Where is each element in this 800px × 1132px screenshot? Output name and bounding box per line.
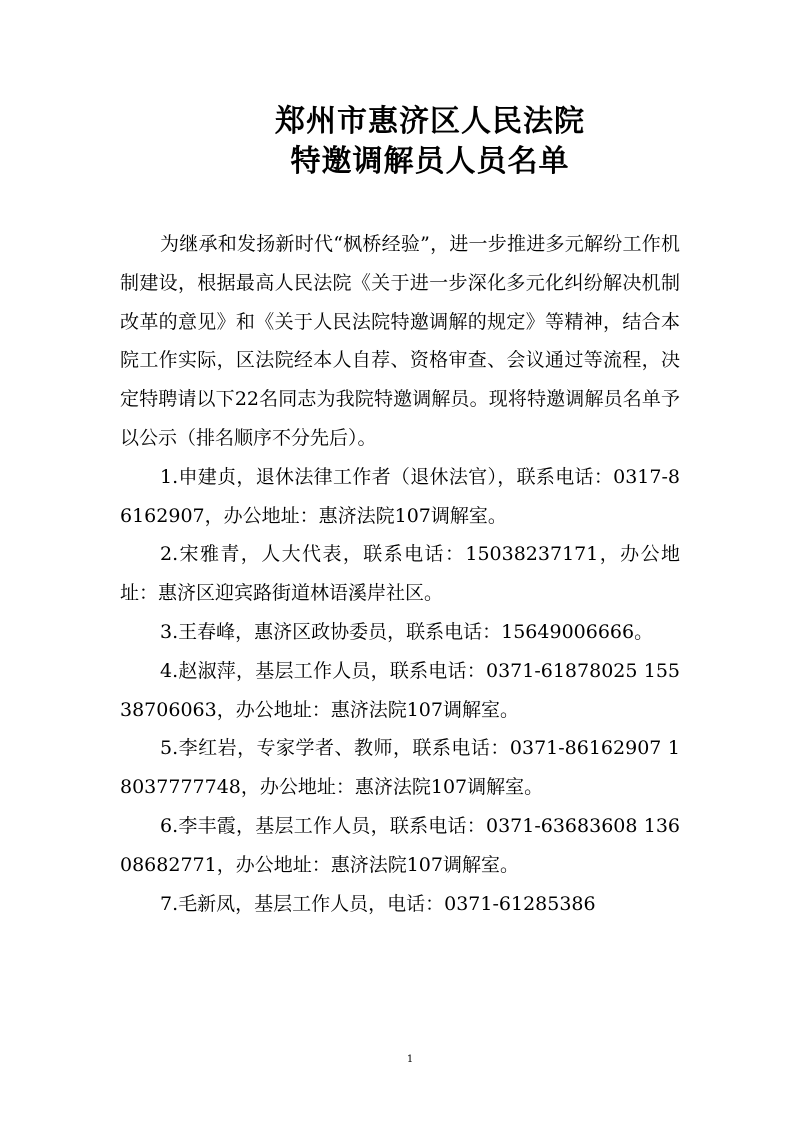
list-item: 6.李丰霞，基层工作人员，联系电话：0371-63683608 13608682771，办公地址：惠济法院107调解室。 bbox=[120, 814, 680, 876]
page-subtitle: 特邀调解员人员名单 bbox=[290, 144, 570, 179]
list-item: 5.李红岩，专家学者、教师，联系电话：0371-86162907 18037777748，办公地址：惠济法院107调解室。 bbox=[120, 737, 680, 799]
list-item: 2.宋雅青，人大代表，联系电话：15038237171，办公地址：惠济区迎宾路街道林语溪岸社区。 bbox=[120, 543, 680, 605]
list-item: 3.王春峰，惠济区政协委员，联系电话：15649006666。 bbox=[160, 620, 654, 643]
page-number: 1 bbox=[406, 1054, 414, 1065]
list-item: 1.申建贞，退休法律工作者（退休法官），联系电话：0317-86162907，办公地址：惠济法院107调解室。 bbox=[120, 465, 680, 527]
list-item: 7.毛新凤，基层工作人员，电话：0371-61285386 bbox=[160, 892, 596, 915]
list-item: 4.赵淑萍，基层工作人员，联系电话：0371-61878025 15538706063，办公地址：惠济法院107调解室。 bbox=[120, 659, 680, 721]
document-body bbox=[120, 225, 680, 923]
page-title: 郑州市惠济区人民法院 bbox=[275, 104, 585, 139]
intro-paragraph: 为继承和发扬新时代“枫桥经验”，进一步推进多元解纷工作机制建设，根据最高人民法院《关于进一步深化多元化纠纷解决机制改革的意见》和《关于人民法院特邀调解的规定》等精神，结合本院工作实际，区法院经本人自荐、资格审查、会议通过等流程，决定特聘请以下22名同志为我院特邀调解员。现将特邀调解员名单予以公示（排名顺序不分先后）。 bbox=[120, 233, 680, 449]
